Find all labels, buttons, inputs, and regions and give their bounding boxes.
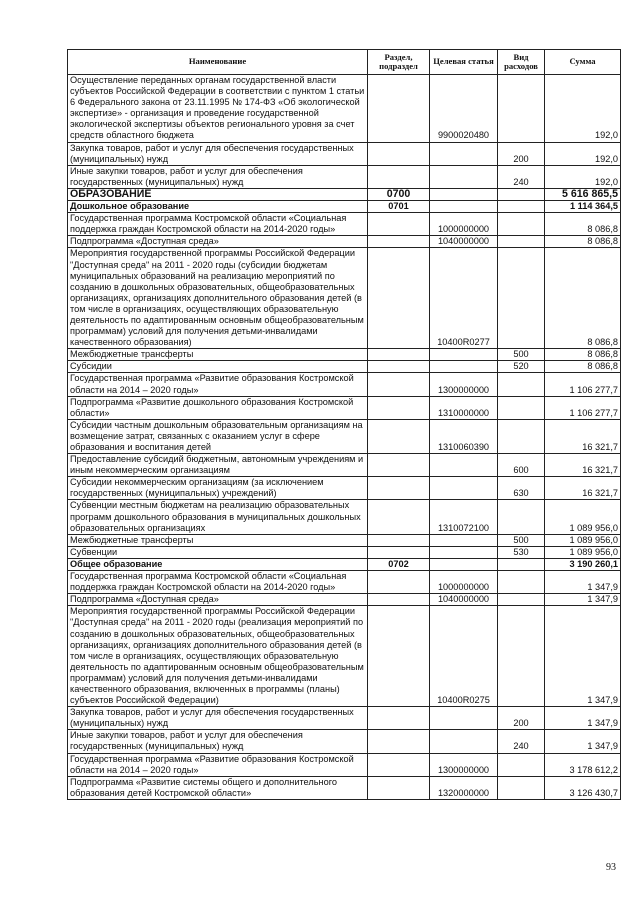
cell-target: 1040000000 bbox=[430, 236, 498, 248]
table-row bbox=[68, 75, 621, 143]
col-header-name: Наименование bbox=[68, 50, 368, 75]
cell-sum: 3 190 260,1 bbox=[545, 558, 621, 570]
cell-kind: 520 bbox=[498, 361, 545, 373]
cell-section bbox=[368, 707, 430, 730]
cell-section bbox=[368, 373, 430, 396]
cell-sum: 16 321,7 bbox=[545, 477, 621, 500]
table-row bbox=[68, 606, 621, 707]
cell-name: Подпрограмма «Развитие системы общего и дополнительного образования детей Костромской области» bbox=[68, 776, 368, 799]
cell-kind: 200 bbox=[498, 707, 545, 730]
cell-kind bbox=[498, 248, 545, 349]
cell-kind: 240 bbox=[498, 730, 545, 753]
cell-kind bbox=[498, 753, 545, 776]
table-row bbox=[68, 558, 621, 570]
cell-sum: 1 347,9 bbox=[545, 594, 621, 606]
cell-name: Закупка товаров, работ и услуг для обеспечения государственных (муниципальных) нужд bbox=[68, 707, 368, 730]
cell-name: Иные закупки товаров, работ и услуг для обеспечения государственных (муниципальных) нужд bbox=[68, 165, 368, 188]
cell-name: Мероприятия государственной программы Российской Федерации "Доступная среда" на 2011 - 2020 годы (реализация мероприятий по созданию в дошкольных образовательных, общеобразовательных организациях, организациях дополнительного образования детей (в том числе в организациях, осуществляющих образовательную деятельность по адаптированным основным общеобразовательным программам) условий для получения детьми-инвалидами качественного образования, включенных в программы (планы) субъектов Российской Федерации) bbox=[68, 606, 368, 707]
cell-sum: 1 106 277,7 bbox=[545, 396, 621, 419]
cell-kind bbox=[498, 500, 545, 534]
cell-section bbox=[368, 236, 430, 248]
cell-section bbox=[368, 753, 430, 776]
cell-section: 0702 bbox=[368, 558, 430, 570]
cell-kind: 600 bbox=[498, 454, 545, 477]
cell-section bbox=[368, 776, 430, 799]
cell-sum: 1 347,9 bbox=[545, 571, 621, 594]
cell-kind bbox=[498, 571, 545, 594]
cell-sum: 8 086,8 bbox=[545, 213, 621, 236]
cell-sum: 192,0 bbox=[545, 75, 621, 143]
cell-section bbox=[368, 534, 430, 546]
table-row bbox=[68, 201, 621, 213]
cell-section bbox=[368, 165, 430, 188]
cell-kind bbox=[498, 373, 545, 396]
cell-section bbox=[368, 75, 430, 143]
cell-sum: 1 347,9 bbox=[545, 707, 621, 730]
cell-name: Государственная программа Костромской области «Социальная поддержка граждан Костромской области на 2014-2020 годы» bbox=[68, 213, 368, 236]
cell-kind bbox=[498, 75, 545, 143]
cell-kind bbox=[498, 236, 545, 248]
cell-target: 1300000000 bbox=[430, 373, 498, 396]
cell-target: 1300000000 bbox=[430, 753, 498, 776]
col-header-target: Целевая статья bbox=[430, 50, 498, 75]
cell-name: Межбюджетные трансферты bbox=[68, 349, 368, 361]
cell-name: Подпрограмма «Доступная среда» bbox=[68, 594, 368, 606]
cell-name: Подпрограмма «Развитие дошкольного образования Костромской области» bbox=[68, 396, 368, 419]
cell-target bbox=[430, 142, 498, 165]
cell-target bbox=[430, 558, 498, 570]
cell-target bbox=[430, 707, 498, 730]
cell-name: Субсидии bbox=[68, 361, 368, 373]
cell-name: Межбюджетные трансферты bbox=[68, 534, 368, 546]
cell-kind bbox=[498, 213, 545, 236]
cell-kind: 500 bbox=[498, 534, 545, 546]
cell-sum: 1 089 956,0 bbox=[545, 546, 621, 558]
cell-section bbox=[368, 454, 430, 477]
col-header-section: Раздел, подраздел bbox=[368, 50, 430, 75]
cell-sum: 1 347,9 bbox=[545, 606, 621, 707]
cell-sum: 192,0 bbox=[545, 165, 621, 188]
cell-sum: 16 321,7 bbox=[545, 419, 621, 453]
cell-kind: 530 bbox=[498, 546, 545, 558]
cell-name: Предоставление субсидий бюджетным, автономным учреждениям и иным некоммерческим организациям bbox=[68, 454, 368, 477]
cell-target: 1320000000 bbox=[430, 776, 498, 799]
cell-name: Субвенции местным бюджетам на реализацию образовательных программ дошкольного образования в муниципальных дошкольных образовательных организациях bbox=[68, 500, 368, 534]
cell-kind bbox=[498, 419, 545, 453]
cell-target bbox=[430, 165, 498, 188]
cell-section bbox=[368, 213, 430, 236]
page-number: 93 bbox=[606, 862, 616, 873]
cell-section bbox=[368, 396, 430, 419]
cell-section bbox=[368, 500, 430, 534]
cell-kind: 630 bbox=[498, 477, 545, 500]
cell-sum: 16 321,7 bbox=[545, 454, 621, 477]
cell-name: Субсидии некоммерческим организациям (за исключением государственных (муниципальных) учреждений) bbox=[68, 477, 368, 500]
cell-target bbox=[430, 546, 498, 558]
cell-kind bbox=[498, 594, 545, 606]
table-row bbox=[68, 165, 621, 188]
table-row bbox=[68, 248, 621, 349]
cell-name: Закупка товаров, работ и услуг для обеспечения государственных (муниципальных) нужд bbox=[68, 142, 368, 165]
table-body bbox=[68, 75, 621, 800]
cell-section bbox=[368, 546, 430, 558]
cell-sum: 1 114 364,5 bbox=[545, 201, 621, 213]
cell-section bbox=[368, 571, 430, 594]
table-row bbox=[68, 730, 621, 753]
budget-document bbox=[67, 49, 620, 800]
cell-kind bbox=[498, 201, 545, 213]
table-row bbox=[68, 361, 621, 373]
col-header-kind: Вид расходов bbox=[498, 50, 545, 75]
table-row bbox=[68, 396, 621, 419]
cell-kind bbox=[498, 558, 545, 570]
table-row bbox=[68, 188, 621, 200]
cell-kind bbox=[498, 606, 545, 707]
cell-name: ОБРАЗОВАНИЕ bbox=[68, 188, 368, 200]
cell-target bbox=[430, 188, 498, 200]
cell-section bbox=[368, 248, 430, 349]
cell-name: Государственная программа «Развитие образования Костромской области на 2014 – 2020 годы» bbox=[68, 753, 368, 776]
cell-target: 1310072100 bbox=[430, 500, 498, 534]
cell-target: 1310060390 bbox=[430, 419, 498, 453]
table-row bbox=[68, 419, 621, 453]
cell-sum: 8 086,8 bbox=[545, 361, 621, 373]
cell-kind bbox=[498, 776, 545, 799]
table-row bbox=[68, 571, 621, 594]
cell-kind: 240 bbox=[498, 165, 545, 188]
table-row bbox=[68, 349, 621, 361]
cell-target bbox=[430, 201, 498, 213]
cell-name: Субвенции bbox=[68, 546, 368, 558]
cell-target: 1310000000 bbox=[430, 396, 498, 419]
table-row bbox=[68, 373, 621, 396]
cell-sum: 1 089 956,0 bbox=[545, 534, 621, 546]
cell-target: 1000000000 bbox=[430, 571, 498, 594]
table-row bbox=[68, 236, 621, 248]
table-row bbox=[68, 546, 621, 558]
cell-kind: 200 bbox=[498, 142, 545, 165]
cell-sum: 3 126 430,7 bbox=[545, 776, 621, 799]
cell-name: Субсидии частным дошкольным образовательным организациям на возмещение затрат, связанных с оказанием услуг в сфере образования и воспитания детей bbox=[68, 419, 368, 453]
table-row bbox=[68, 753, 621, 776]
cell-sum: 5 616 865,5 bbox=[545, 188, 621, 200]
cell-sum: 1 347,9 bbox=[545, 730, 621, 753]
cell-target bbox=[430, 730, 498, 753]
table-row bbox=[68, 213, 621, 236]
cell-kind: 500 bbox=[498, 349, 545, 361]
cell-name: Государственная программа «Развитие образования Костромской области на 2014 – 2020 годы» bbox=[68, 373, 368, 396]
cell-name: Государственная программа Костромской области «Социальная поддержка граждан Костромской области на 2014-2020 годы» bbox=[68, 571, 368, 594]
cell-name: Мероприятия государственной программы Российской Федерации "Доступная среда" на 2011 - 2020 годы (субсидии бюджетам муниципальных образований на реализацию мероприятий по созданию в дошкольных образовательных, общеобразовательных организациях, организациях дополнительного образования детей (в том числе в организациях, осуществляющих образовательную деятельность по адаптированным основным общеобразовательным программам) условий для получения детьми-инвалидами качественного образования) bbox=[68, 248, 368, 349]
cell-section bbox=[368, 477, 430, 500]
cell-section: 0701 bbox=[368, 201, 430, 213]
cell-target: 9900020480 bbox=[430, 75, 498, 143]
cell-section bbox=[368, 594, 430, 606]
cell-sum: 3 178 612,2 bbox=[545, 753, 621, 776]
table-row bbox=[68, 142, 621, 165]
cell-name: Иные закупки товаров, работ и услуг для обеспечения государственных (муниципальных) нужд bbox=[68, 730, 368, 753]
cell-name: Подпрограмма «Доступная среда» bbox=[68, 236, 368, 248]
table-row bbox=[68, 594, 621, 606]
cell-section bbox=[368, 361, 430, 373]
cell-sum: 8 086,8 bbox=[545, 349, 621, 361]
cell-section bbox=[368, 349, 430, 361]
cell-target: 1040000000 bbox=[430, 594, 498, 606]
cell-kind bbox=[498, 396, 545, 419]
cell-name: Дошкольное образование bbox=[68, 201, 368, 213]
cell-target bbox=[430, 361, 498, 373]
cell-target bbox=[430, 477, 498, 500]
table-row bbox=[68, 454, 621, 477]
table-row bbox=[68, 477, 621, 500]
cell-target: 1000000000 bbox=[430, 213, 498, 236]
cell-section bbox=[368, 606, 430, 707]
cell-target: 10400R0277 bbox=[430, 248, 498, 349]
cell-name: Общее образование bbox=[68, 558, 368, 570]
cell-name: Осуществление переданных органам государственной власти субъектов Российской Федерации в соответствии с пунктом 1 статьи 6 Федерального закона от 23.11.1995 № 174-ФЗ «Об экологической экспертизе» - организация и проведение государственной экологической экспертизы объектов регионального уровня за счет средств областного бюджета bbox=[68, 75, 368, 143]
cell-section: 0700 bbox=[368, 188, 430, 200]
table-row bbox=[68, 707, 621, 730]
cell-section bbox=[368, 730, 430, 753]
cell-target bbox=[430, 534, 498, 546]
budget-table bbox=[67, 49, 621, 800]
cell-sum: 192,0 bbox=[545, 142, 621, 165]
table-row bbox=[68, 500, 621, 534]
cell-sum: 8 086,8 bbox=[545, 248, 621, 349]
table-header-row bbox=[68, 50, 621, 75]
cell-target: 10400R0275 bbox=[430, 606, 498, 707]
cell-kind bbox=[498, 188, 545, 200]
cell-sum: 1 089 956,0 bbox=[545, 500, 621, 534]
cell-target bbox=[430, 349, 498, 361]
cell-target bbox=[430, 454, 498, 477]
cell-sum: 8 086,8 bbox=[545, 236, 621, 248]
cell-section bbox=[368, 142, 430, 165]
table-row bbox=[68, 776, 621, 799]
cell-sum: 1 106 277,7 bbox=[545, 373, 621, 396]
cell-section bbox=[368, 419, 430, 453]
col-header-sum: Сумма bbox=[545, 50, 621, 75]
table-row bbox=[68, 534, 621, 546]
